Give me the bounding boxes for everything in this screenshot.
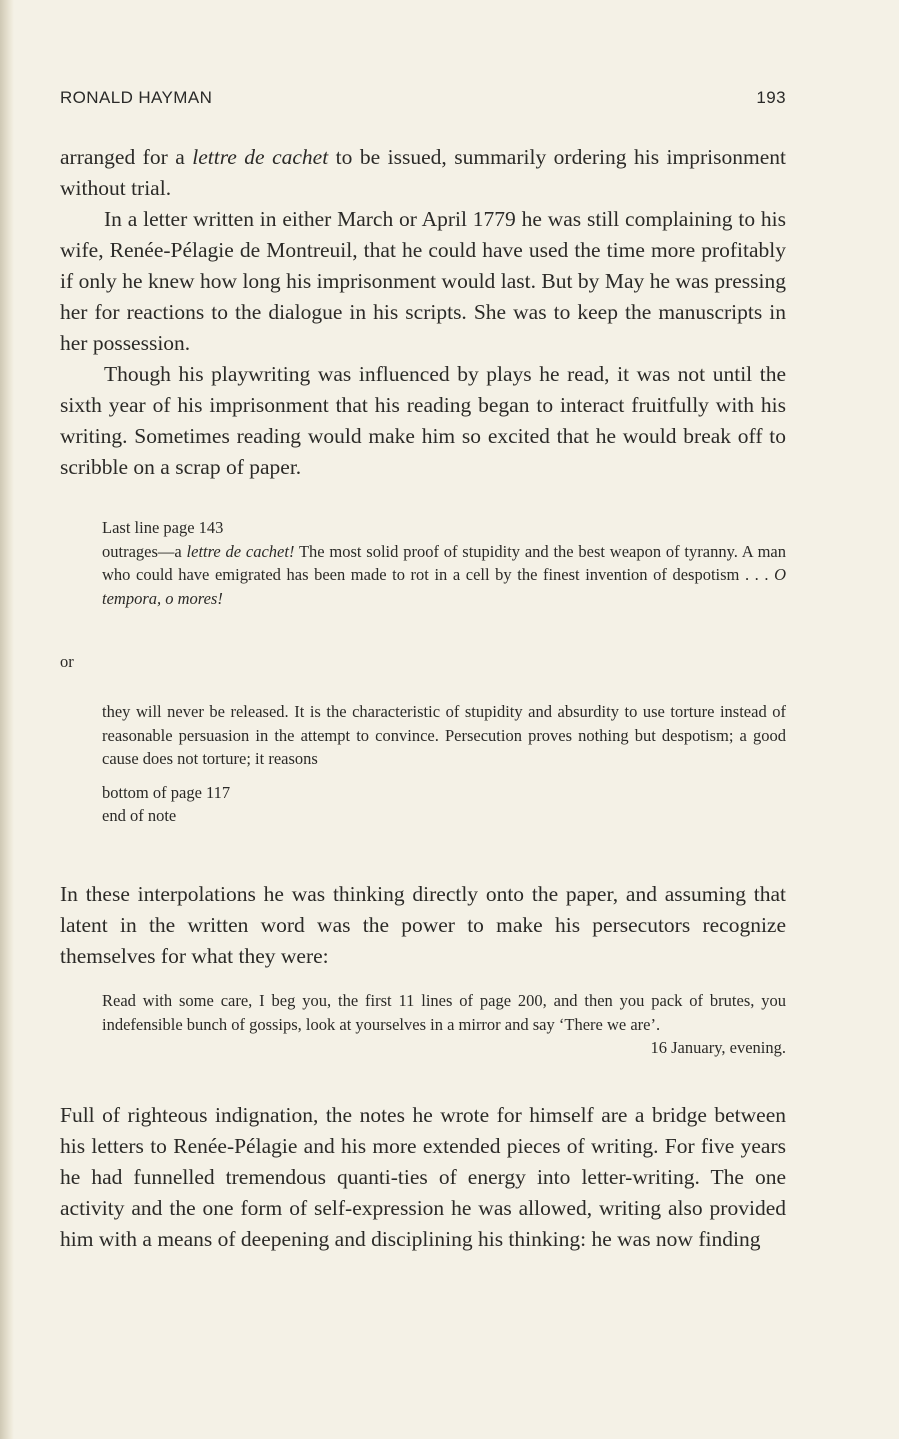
paragraph-4 xyxy=(60,879,786,972)
paragraph-4-text: In these interpolations he was thinking directly onto the paper, and assuming that latent in the written word was the power to make his persecutors recognize themselves for what they were: xyxy=(60,882,786,968)
quoted-note-3 xyxy=(102,989,786,1060)
note-1-text-mid: The most solid proof of stupidity and the best weapon of tyranny. A man who could have emigrated has been made to rot in a cell by the finest invention of despotism . . . xyxy=(102,541,786,584)
paragraph-1-italic: lettre de cachet xyxy=(192,145,329,169)
paragraph-1 xyxy=(60,142,786,204)
paragraph-2 xyxy=(60,204,786,359)
quoted-note-1 xyxy=(102,516,786,610)
note-3-text: Read with some care, I beg you, the first 11 lines of page 200, and then you pack of brutes, you indefensible bunch of gossips, look at yourselves in a mirror and say ‘There we are’. xyxy=(102,991,786,1034)
paragraph-3-text: Though his playwriting was influenced by plays he read, it was not until the sixth year of his imprisonment that his reading began to interact fruitfully with his writing. Sometimes reading would make him so excited that he would break off to scribble on a scrap of paper. xyxy=(60,362,786,479)
quoted-note-2 xyxy=(102,700,786,828)
note-3-signature: 16 January, evening. xyxy=(650,1038,786,1057)
or-separator xyxy=(60,650,786,674)
or-text: or xyxy=(60,652,74,671)
note-1-text: outrages—a xyxy=(102,541,187,561)
note-1-italic-end: O tempora, o mores! xyxy=(102,565,786,608)
running-header xyxy=(60,88,786,108)
paragraph-1-text-end: to be issued, summarily ordering his imprisonment without trial. xyxy=(60,145,786,200)
paragraph-5-text: Full of righteous indignation, the notes he wrote for himself are a bridge between his letters to Renée-Pélagie and his more extended pieces of writing. For five years he had funnelled tremendous quanti-ties of energy into letter-writing. The one activity and the one form of self-expression he was allowed, writing also provided him with a means of deepening and disciplining his thinking: he was now finding xyxy=(60,1103,786,1251)
note-2-line-a: bottom of page 117 xyxy=(102,782,231,802)
book-spine-shadow xyxy=(0,0,14,1439)
paragraph-5 xyxy=(60,1100,786,1255)
note-2-text: they will never be released. It is the characteristic of stupidity and absurdity to use torture instead of reasonable persuasion in the attempt to convince. Persecution proves nothing but despotism; a good cause does not torture; it reasons xyxy=(102,702,786,768)
note-1-italic: lettre de cachet! xyxy=(186,541,295,561)
paragraph-2-text: In a letter written in either March or April 1779 he was still complaining to his wife, Renée-Pélagie de Montreuil, that he could have used the time more profitably if only he knew how long his imprisonment would last. But by May he was pressing her for reactions to the dialogue in his scripts. She was to keep the manuscripts in her possession. xyxy=(60,207,786,355)
paragraph-3 xyxy=(60,359,786,483)
note-1-heading: Last line page 143 xyxy=(102,518,224,537)
page-number: 193 xyxy=(756,88,786,107)
note-2-line-b: end of note xyxy=(102,806,177,825)
paragraph-1-text: arranged for a xyxy=(60,145,193,169)
running-head-author: RONALD HAYMAN xyxy=(60,88,213,107)
